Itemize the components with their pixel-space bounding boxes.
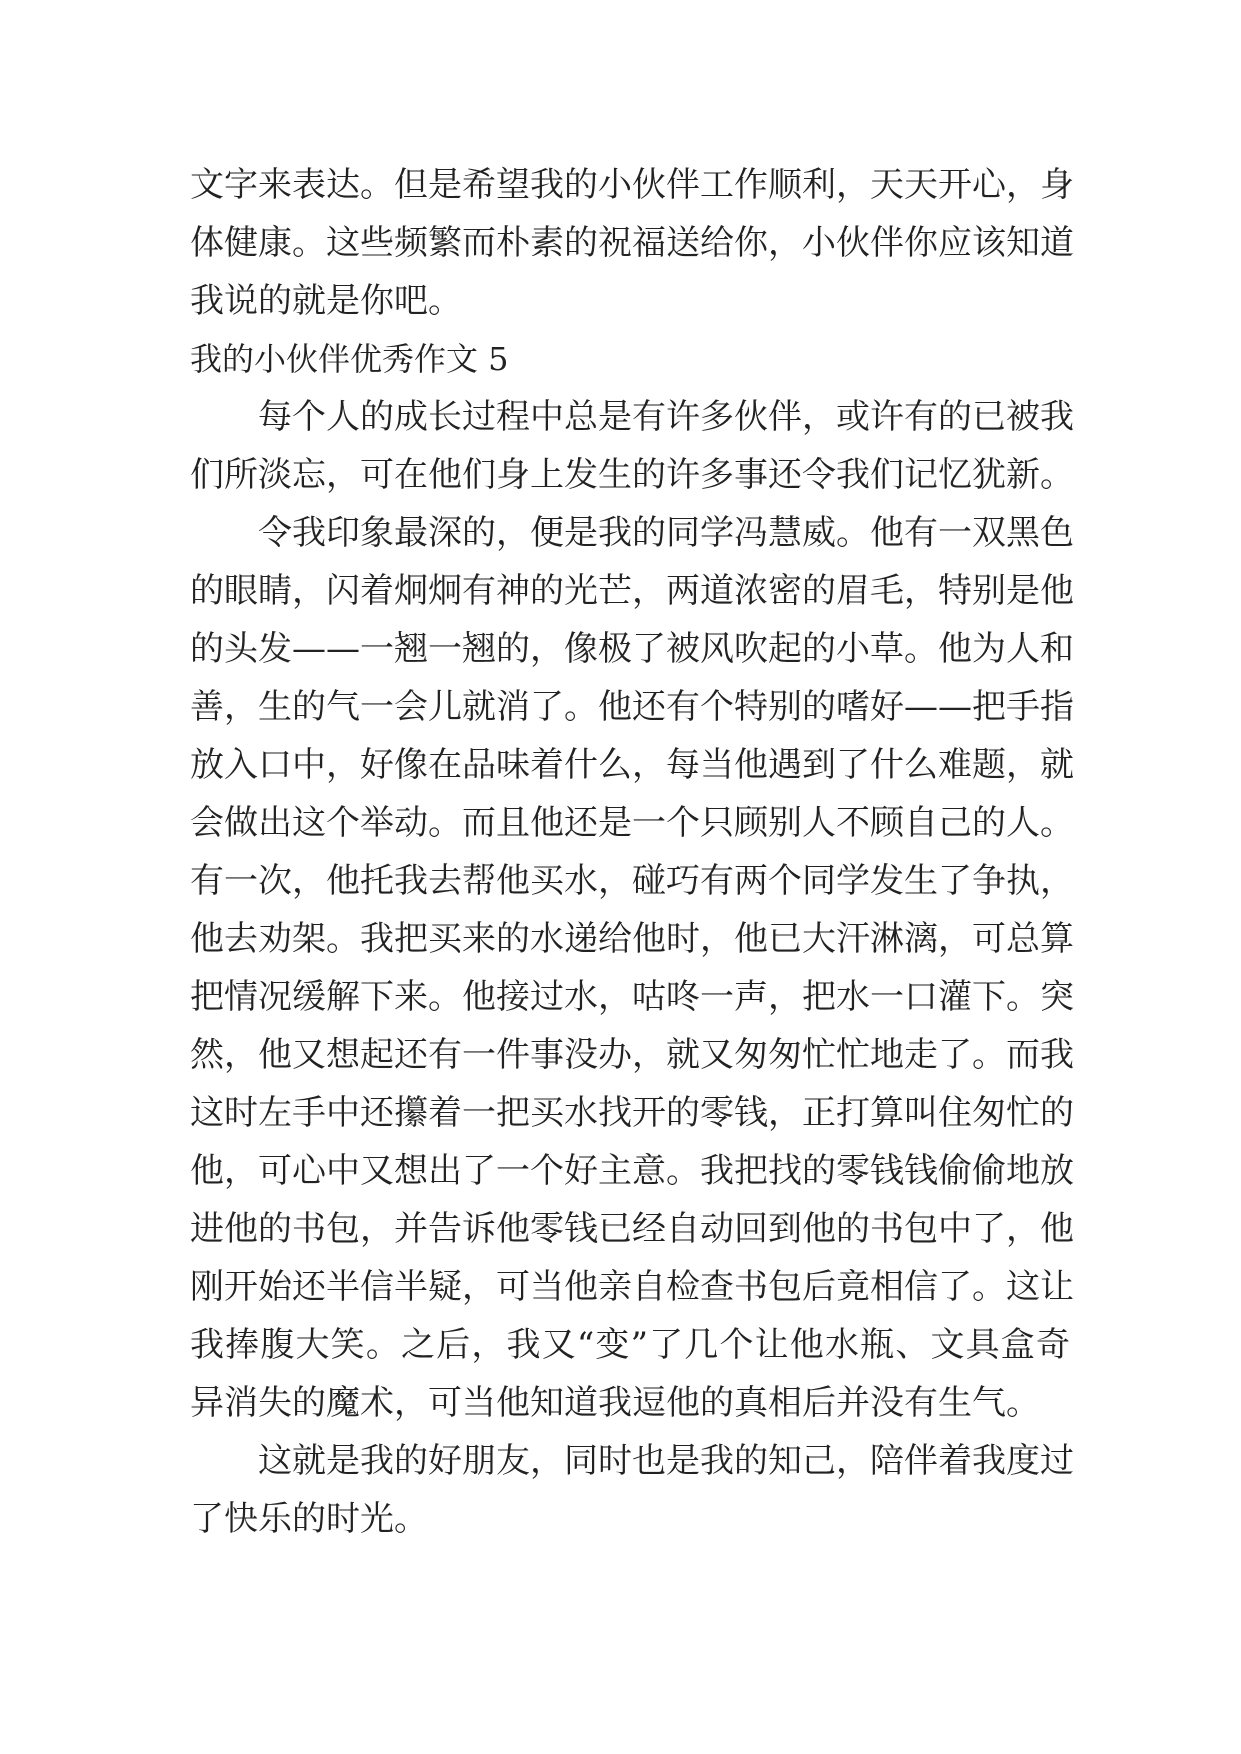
- text-line: 令我印象最深的，便是我的同学冯慧威。他有一双黑色: [258, 513, 1074, 553]
- text-line: 会做出这个举动。而且他还是一个只顾别人不顾自己的人。: [190, 803, 1074, 843]
- text-line: 然，他又想起还有一件事没办，就又匆匆忙忙地走了。而我: [190, 1035, 1074, 1075]
- text-line: 文字来表达。但是希望我的小伙伴工作顺利，天天开心，身: [190, 165, 1074, 205]
- text-line: 的头发——一翘一翘的，像极了被风吹起的小草。他为人和: [190, 629, 1074, 669]
- text-line: 他去劝架。我把买来的水递给他时，他已大汗淋漓，可总算: [190, 919, 1074, 959]
- text-line: 有一次，他托我去帮他买水，碰巧有两个同学发生了争执，: [190, 861, 1074, 901]
- text-line: 这就是我的好朋友，同时也是我的知己，陪伴着我度过: [258, 1441, 1074, 1481]
- text-line: 我捧腹大笑。之后，我又“变”了几个让他水瓶、文具盒奇: [190, 1325, 1070, 1365]
- text-line: 我说的就是你吧。: [190, 281, 462, 321]
- text-line: 们所淡忘，可在他们身上发生的许多事还令我们记忆犹新。: [190, 455, 1074, 495]
- text-line: 善，生的气一会儿就消了。他还有个特别的嗜好——把手指: [190, 687, 1074, 727]
- text-line: 他，可心中又想出了一个好主意。我把找的零钱钱偷偷地放: [190, 1151, 1074, 1191]
- text-line: 异消失的魔术，可当他知道我逗他的真相后并没有生气。: [190, 1383, 1040, 1423]
- text-line: 刚开始还半信半疑，可当他亲自检查书包后竟相信了。这让: [190, 1267, 1074, 1307]
- text-line: 每个人的成长过程中总是有许多伙伴，或许有的已被我: [258, 397, 1074, 437]
- text-line: 体健康。这些频繁而朴素的祝福送给你，小伙伴你应该知道: [190, 223, 1074, 263]
- text-line: 把情况缓解下来。他接过水，咕咚一声，把水一口灌下。突: [190, 977, 1074, 1017]
- document-body: [190, 156, 1074, 1548]
- text-line: 放入口中，好像在品味着什么，每当他遇到了什么难题，就: [190, 745, 1074, 785]
- text-line: 了快乐的时光。: [190, 1499, 428, 1539]
- section-title: 我的小伙伴优秀作文 5: [190, 340, 509, 378]
- text-line: 进他的书包，并告诉他零钱已经自动回到他的书包中了，他: [190, 1209, 1074, 1249]
- text-line: 这时左手中还攥着一把买水找开的零钱，正打算叫住匆忙的: [190, 1093, 1074, 1133]
- text-line: 的眼睛，闪着炯炯有神的光芒，两道浓密的眉毛，特别是他: [190, 571, 1074, 611]
